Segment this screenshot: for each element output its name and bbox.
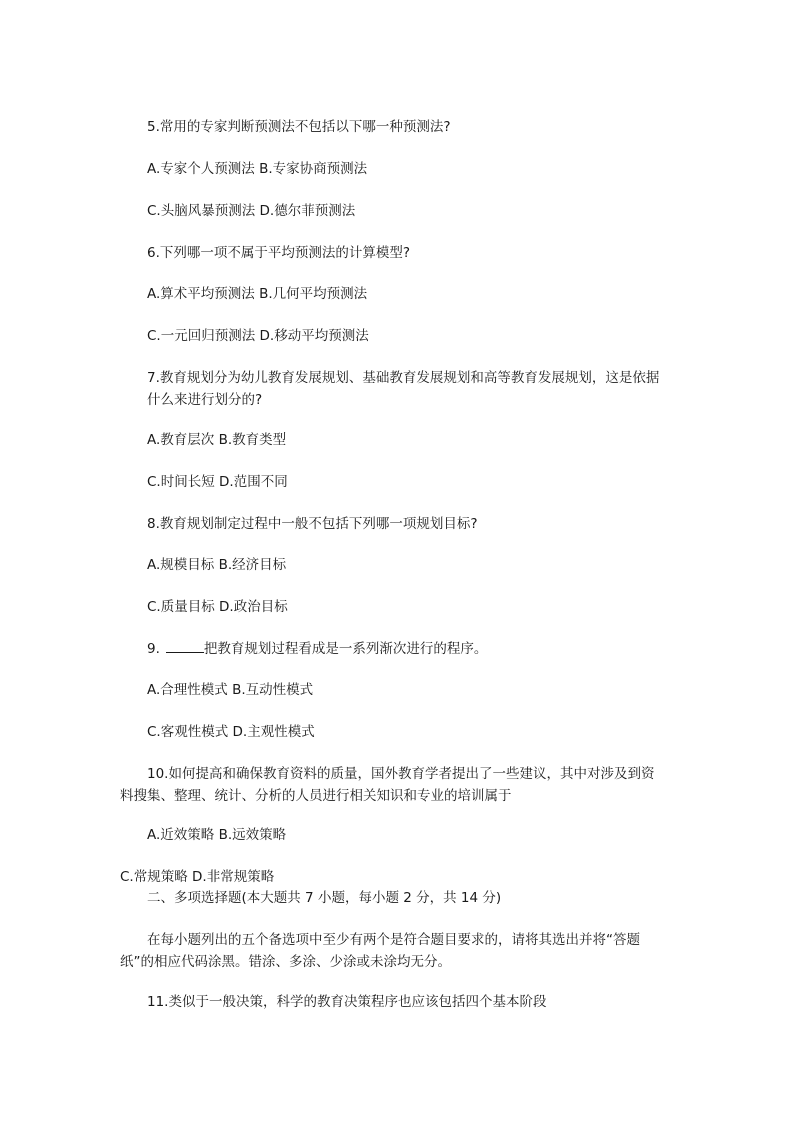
question-7-options-cd: C.时间长短 D.范围不同 [147, 474, 288, 490]
question-9-options-ab: A.合理性模式 B.互动性模式 [147, 682, 314, 698]
question-9-text: 把教育规划过程看成是一系列渐次进行的程序。 [203, 641, 488, 657]
question-7-options-ab: A.教育层次 B.教育类型 [147, 432, 287, 448]
question-5-options-ab: A.专家个人预测法 B.专家协商预测法 [147, 161, 368, 177]
question-11-stem: 11.类似于一般决策，科学的教育决策程序也应该包括四个基本阶段 [147, 994, 547, 1010]
question-7-stem [147, 367, 667, 411]
section-2-heading: 二、多项选择题(本大题共 7 小题，每小题 2 分，共 14 分) [147, 890, 502, 906]
question-8-stem: 8.教育规划制定过程中一般不包括下列哪一项规划目标? [147, 516, 478, 532]
question-9-number: 9. [147, 641, 160, 657]
fill-in-blank [166, 639, 204, 653]
question-5-options-cd: C.头脑风暴预测法 D.德尔菲预测法 [147, 203, 356, 219]
question-10-options-cd: C.常规策略 D.非常规策略 [120, 869, 275, 885]
question-10-stem: 10.如何提高和确保教育资料的质量，国外教育学者提出了一些建议，其中对涉及到资料搜集、整理、统计、分析的人员进行相关知识和专业的培训属于 [120, 766, 655, 804]
question-6-options-cd: C.一元回归预测法 D.移动平均预测法 [147, 328, 369, 344]
question-5-stem: 5.常用的专家判断预测法不包括以下哪一种预测法? [147, 119, 451, 135]
question-6-stem: 6.下列哪一项不属于平均预测法的计算模型? [147, 245, 411, 261]
question-6-options-ab: A.算术平均预测法 B.几何平均预测法 [147, 286, 368, 302]
question-10-options-ab: A.近效策略 B.远效策略 [147, 827, 287, 843]
question-8-options-ab: A.规模目标 B.经济目标 [147, 557, 287, 573]
question-9-stem [147, 638, 487, 660]
section-2-instructions: 在每小题列出的五个备选项中至少有两个是符合题目要求的，请将其选出并将“答题纸”的相应代码涂黑。错涂、多涂、少涂或未涂均无分。 [120, 932, 640, 970]
question-7-stem-text: 7.教育规划分为幼儿教育发展规划、基础教育发展规划和高等教育发展规划，这是依据什么来进行划分的? [147, 370, 660, 408]
question-8-options-cd: C.质量目标 D.政治目标 [147, 599, 288, 615]
question-9-options-cd: C.客观性模式 D.主观性模式 [147, 724, 315, 740]
